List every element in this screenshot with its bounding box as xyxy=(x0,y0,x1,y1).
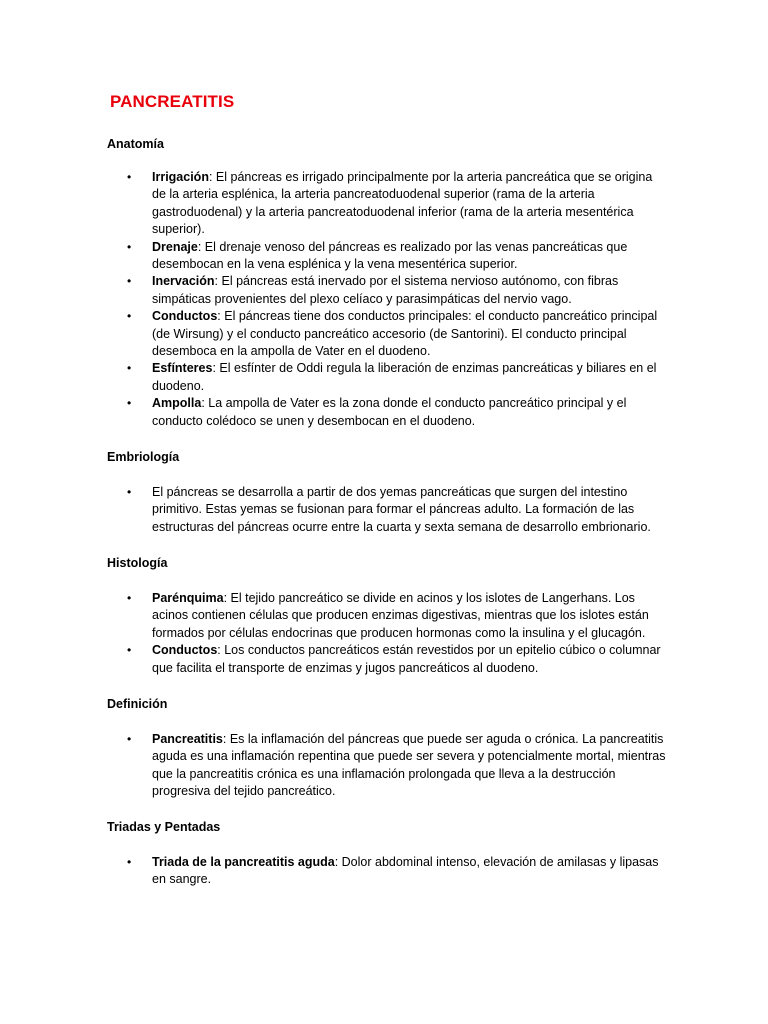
document-title: PANCREATITIS xyxy=(110,92,235,111)
bullet-list xyxy=(107,731,667,801)
bullet-icon: • xyxy=(127,855,132,869)
bullet-list xyxy=(107,854,667,889)
bullet-icon: • xyxy=(127,274,132,289)
bullet-icon: • xyxy=(127,643,132,658)
bullet-icon: • xyxy=(127,361,132,376)
item-text: : Dolor abdominal intenso, elevación de amilasas y lipasas en sangre. xyxy=(152,855,659,887)
bullet-list xyxy=(107,169,667,430)
section-definicion xyxy=(107,696,667,801)
item-text: : La ampolla de Vater es la zona donde el conducto pancreático principal y el conducto colédoco se unen y desembocan en el duodeno. xyxy=(152,396,627,428)
item-term: Conductos xyxy=(152,643,218,658)
list-item xyxy=(107,273,667,308)
item-text: : El páncreas tiene dos conductos principales: el conducto pancreático principal (de Wirsung) y el conducto pancreático accesorio (de Santorini). El conducto principal desemboca en la ampolla de Vater en el duodeno. xyxy=(152,309,658,359)
section-anatomia xyxy=(107,136,667,430)
section-heading: Anatomía xyxy=(107,137,164,151)
item-text: : El páncreas es irrigado principalmente por la arteria pancreática que se origina de la arteria esplénica, la arteria pancreatoduodenal superior (rama de la arteria gastroduodenal) y la arteria pancreatoduodenal inferior (rama de la arteria mesentérica superior). xyxy=(152,170,653,237)
item-text: : El tejido pancreático se divide en acinos y los islotes de Langerhans. Los acinos contienen células que producen enzimas digestivas, mientras que los islotes están formados por células endocrinas que producen hormonas como la insulina y el glucagón. xyxy=(152,591,649,640)
item-text: : El páncreas está inervado por el sistema nervioso autónomo, con fibras simpáticas provenientes del plexo celíaco y parasimpáticas del nervio vago. xyxy=(152,274,619,306)
item-term: Ampolla xyxy=(152,396,202,411)
item-term: Drenaje xyxy=(152,239,198,254)
bullet-list xyxy=(107,590,667,677)
bullet-icon: • xyxy=(127,485,132,499)
section-triadas-pentadas xyxy=(107,819,667,889)
section-heading: Triadas y Pentadas xyxy=(107,820,221,834)
item-term: Pancreatitis xyxy=(152,732,223,746)
list-item xyxy=(107,169,667,239)
bullet-list xyxy=(107,484,667,536)
bullet-icon: • xyxy=(127,170,132,184)
list-item xyxy=(107,395,667,430)
section-heading: Definición xyxy=(107,697,168,711)
bullet-icon: • xyxy=(127,591,132,605)
section-embriologia xyxy=(107,449,667,536)
bullet-icon: • xyxy=(127,309,132,324)
bullet-icon: • xyxy=(127,239,132,254)
item-term: Parénquima xyxy=(152,591,224,605)
item-text: : El esfínter de Oddi regula la liberación de enzimas pancreáticas y biliares en el duodeno. xyxy=(152,361,657,393)
list-item xyxy=(107,642,667,677)
list-item xyxy=(107,239,667,274)
section-histologia xyxy=(107,555,667,677)
list-item xyxy=(107,360,667,395)
list-item xyxy=(107,484,667,536)
item-term: Triada de la pancreatitis aguda xyxy=(152,855,335,869)
section-heading: Embriología xyxy=(107,450,180,464)
list-item xyxy=(107,854,667,889)
item-term: Esfínteres xyxy=(152,361,213,376)
bullet-icon: • xyxy=(127,396,132,411)
item-term: Irrigación xyxy=(152,170,209,184)
item-term: Inervación xyxy=(152,274,215,289)
item-text: El páncreas se desarrolla a partir de dos yemas pancreáticas que surgen del intestino primitivo. Estas yemas se fusionan para formar el páncreas adulto. La formación de las estructuras del páncreas ocurre entre la cuarta y sexta semana de desarrollo embrionario. xyxy=(152,485,651,534)
list-item xyxy=(107,731,667,801)
item-term: Conductos xyxy=(152,309,218,324)
item-text: : Los conductos pancreáticos están revestidos por un epitelio cúbico o columnar que facilita el transporte de enzimas y jugos pancreáticos al duodeno. xyxy=(152,643,661,675)
item-text: : El drenaje venoso del páncreas es realizado por las venas pancreáticas que desembocan en la vena esplénica y la vena mesentérica superior. xyxy=(152,239,628,272)
bullet-icon: • xyxy=(127,732,132,746)
list-item xyxy=(107,308,667,360)
list-item xyxy=(107,590,667,642)
section-heading: Histología xyxy=(107,556,168,570)
item-text: : Es la inflamación del páncreas que puede ser aguda o crónica. La pancreatitis aguda es una inflamación repentina que puede ser severa y potencialmente mortal, mientras que la pancreatitis crónica es una inflamación prolongada que lleva a la destrucción progresiva del tejido pancreático. xyxy=(152,732,666,799)
